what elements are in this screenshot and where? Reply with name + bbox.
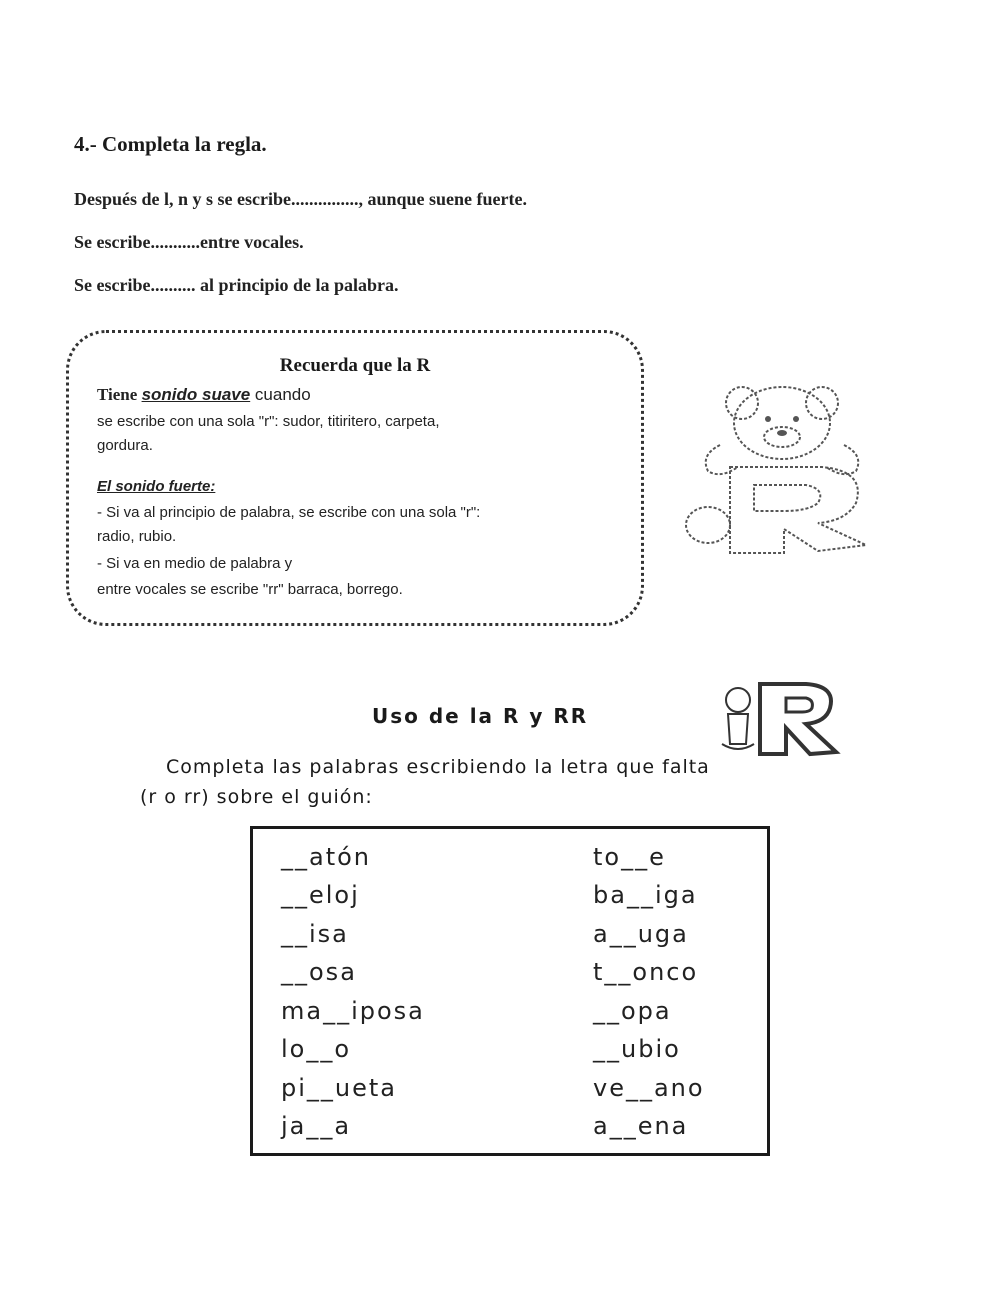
word-blank[interactable]: ma__iposa: [281, 997, 425, 1025]
word-blank[interactable]: a__uga: [593, 920, 689, 948]
recuerda-box: [66, 330, 644, 626]
recuerda-soft-sound-line: [97, 385, 311, 405]
word-blank[interactable]: ve__ano: [593, 1074, 705, 1102]
word-blank[interactable]: __osa: [281, 958, 357, 986]
word-exercise-box: [250, 826, 770, 1156]
section-title: 4.- Completa la regla.: [74, 132, 267, 156]
word-blank[interactable]: t__onco: [593, 958, 699, 986]
recuerda-line-4: - Si va al principio de palabra, se escribe con una sola "r":: [97, 504, 481, 521]
instruction-line-1: Completa las palabras escribiendo la letra que falta: [166, 756, 710, 778]
small-letter-r-illustration: [702, 678, 842, 758]
word-blank[interactable]: __opa: [593, 997, 672, 1025]
word-blank[interactable]: ja__a: [281, 1112, 352, 1140]
word-blank[interactable]: lo__o: [281, 1035, 352, 1063]
rule-line-2: Se escribe...........entre vocales.: [74, 232, 304, 252]
word-blank[interactable]: to__e: [593, 843, 666, 871]
recuerda-line-6: - Si va en medio de palabra y: [97, 555, 293, 572]
recuerda-line-2: se escribe con una sola "r": sudor, titiritero, carpeta,: [97, 413, 440, 430]
strong-sound-heading: El sonido fuerte:: [97, 478, 216, 495]
bear-letter-r-illustration: [680, 375, 890, 560]
soft-sound-emphasis: sonido suave: [141, 385, 251, 404]
recuerda-line1-suffix: cuando: [250, 385, 311, 404]
instruction-line-2: (r o rr) sobre el guión:: [140, 786, 373, 808]
word-blank[interactable]: __eloj: [281, 881, 360, 909]
word-blank[interactable]: __isa: [281, 920, 349, 948]
recuerda-line1-prefix: Tiene: [97, 385, 142, 404]
word-blank[interactable]: pi__ueta: [281, 1074, 397, 1102]
recuerda-title: Recuerda que la R: [279, 355, 431, 376]
word-blank[interactable]: __atón: [281, 843, 372, 871]
word-blank[interactable]: ba__iga: [593, 881, 698, 909]
recuerda-line-3: gordura.: [97, 437, 153, 454]
exercise-title: Uso de la R y RR: [372, 704, 589, 728]
recuerda-line-5: radio, rubio.: [97, 528, 177, 545]
word-blank[interactable]: a__ena: [593, 1112, 689, 1140]
rule-line-1: Después de l, n y s se escribe..............., aunque suene fuerte.: [74, 189, 527, 209]
rule-line-3: Se escribe.......... al principio de la palabra.: [74, 275, 399, 295]
recuerda-line-7: entre vocales se escribe "rr" barraca, borrego.: [97, 581, 403, 598]
word-blank[interactable]: __ubio: [593, 1035, 681, 1063]
